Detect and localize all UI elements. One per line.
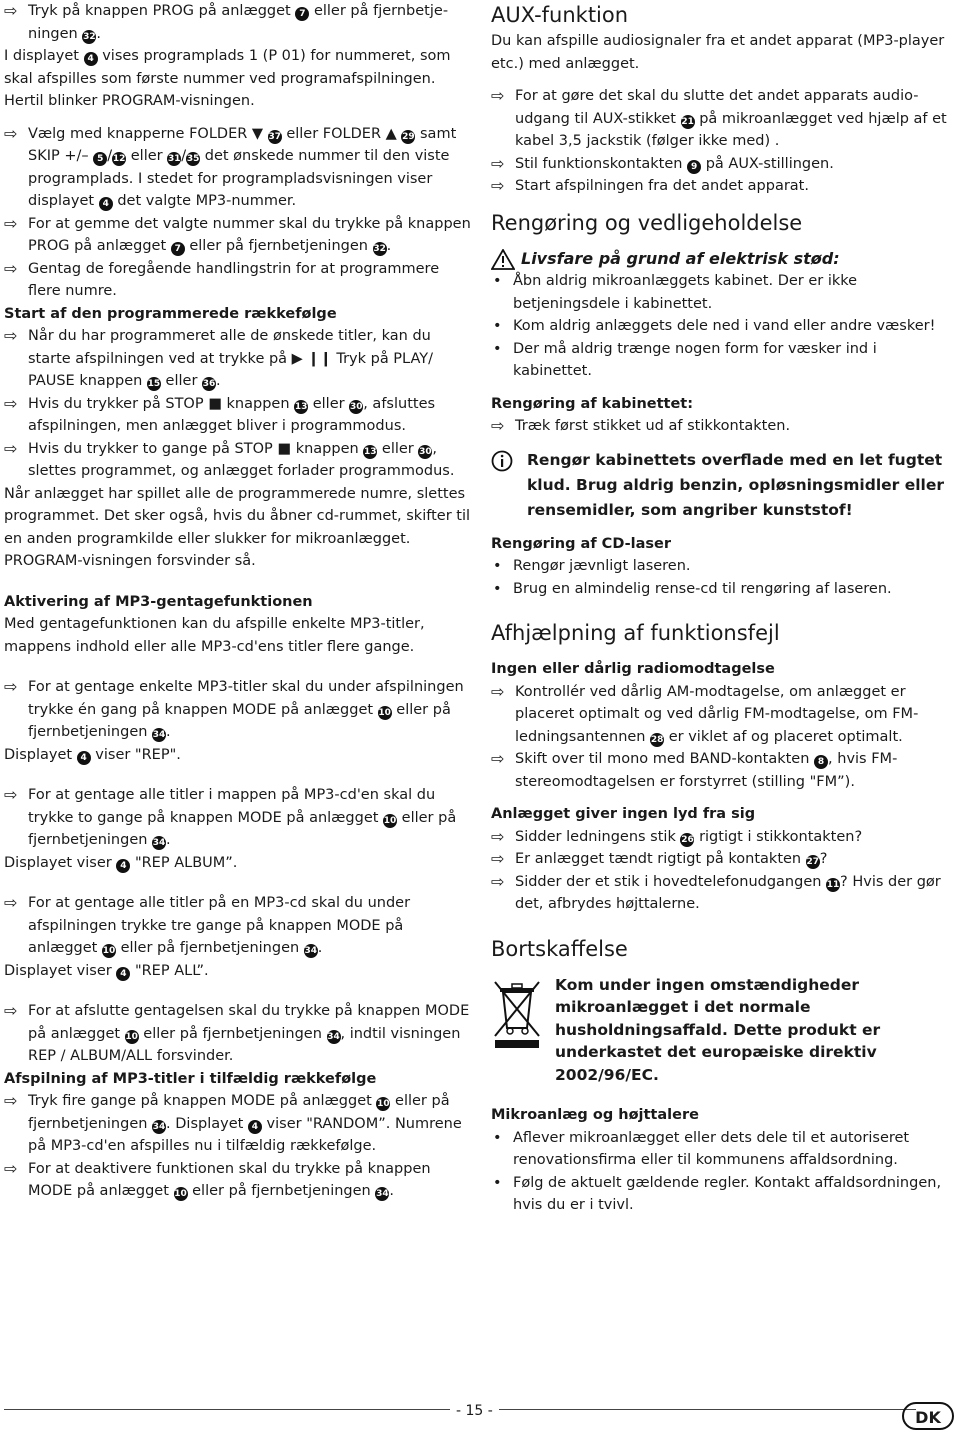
step-repeat-album: ⇨ For at gentage alle titler i mappen på MP3-cd'en skal du trykke to gange på knappen MODE på anlægget 10 eller på fjernbetjeningen 34.	[4, 784, 474, 852]
callout: 28	[650, 734, 664, 745]
warning-electric: Livsfare på grund af elektrisk stød:	[491, 248, 953, 271]
info-icon	[491, 450, 513, 472]
heading-start: Start af den programmerede rækkefølge	[4, 305, 337, 322]
step-repeat: ⇨ Gentag de foregående handlingstrin for at programmere flere numre.	[4, 258, 474, 303]
heading-micro: Mikroanlæg og højttalere	[491, 1107, 699, 1123]
callout: 32	[83, 31, 96, 42]
heading-cd-laser: Rengøring af CD-laser	[491, 535, 672, 552]
bullet-cleaning-cd: • Brug en almindelig rense-cd til rengøring af laseren.	[491, 578, 953, 601]
heading-cabinet: Rengøring af kabinettet:	[491, 395, 694, 412]
left-column	[4, 0, 474, 1203]
step-start: ⇨ Når du har programmeret alle de ønskede titler, kan du starte afspilningen ved at trykke på ▶ ❙❙ Tryk på PLAY/ PAUSE knappen 15 eller 36.	[4, 325, 474, 393]
callout: 36	[202, 379, 216, 389]
bullet-liquid: • Der må aldrig trænge nogen form for væsker ind i kabinettet.	[491, 338, 953, 383]
callout: 10	[378, 707, 391, 718]
heading-aux: AUX-funktion	[491, 3, 629, 27]
note-cleaning: Rengør kabinettets overflade med en let fugtet klud. Brug aldrig benzin, opløsningsmidler eller rensemidler, som angriber kunststof!	[491, 448, 953, 523]
bullet-recycle: • Aflever mikroanlægget eller dets dele til et autoriseret renovationsfirma eller til kommunens affaldsordning.	[491, 1127, 953, 1172]
callout: 34	[327, 1031, 340, 1042]
step-aux-connect: ⇨ For at gøre det skal du slutte det andet apparats audio-udgang til AUX-stikket 21 på mikroanlægget ved hjælp af et kabel 3,5 jackstik (følger ikke med) .	[491, 85, 953, 153]
heading-mp3-repeat: Aktivering af MP3-gentagefunktionen	[4, 593, 313, 610]
callout: 35	[186, 154, 200, 164]
right-column	[491, 0, 953, 1217]
step-antenna: ⇨ Kontrollér ved dårlig AM-modtagelse, om anlægget er placeret optimalt og ved dårlig FM-modtagelse, om FM-ledningsantennen 28 er viklet af og placeret optimalt.	[491, 681, 953, 749]
callout: 34	[376, 1189, 389, 1199]
step-repeat-all: ⇨ For at gentage alle titler på en MP3-cd skal du under afspilningen trykke tre gange på knappen MODE på anlægget 10 eller på fjernbetjeningen 34.	[4, 892, 474, 960]
callout: 34	[152, 1121, 166, 1132]
step-prog: ⇨ Tryk på knappen PROG på anlægget 7 eller på fjernbetje-ningen 32.	[4, 0, 474, 45]
step-repeat-single: ⇨ For at gentage enkelte MP3-titler skal du under afspilningen trykke én gang på knappen MODE på anlægget 10 eller på fjernbetjeningen 34.	[4, 676, 474, 744]
step-select-folder: ⇨ Vælg med knapperne FOLDER ▼ 37 eller FOLDER ▲ 29 samt SKIP +/– 5 /12 eller 31/35 det ønskede nummer til den viste programplads. I stedet for programpladsvisningen viser displayet 4 det valgte MP3-nummer.	[4, 123, 474, 213]
callout: 21	[681, 116, 694, 127]
callout: 13	[364, 446, 377, 457]
step-stop-twice: ⇨ Hvis du trykker to gange på STOP ■ knappen 13 eller 30, slettes programmet, og anlægget forlader programmodus.	[4, 438, 474, 483]
callout: 30	[349, 401, 363, 412]
para-end: Når anlægget har spillet alle de programmerede numre, slettes programmet. Det sker også, hvis du åbner cd-rummet, skifter til en anden programkilde eller slukker for mikroanlægget. PROGRAM-visningen forsvinder så.	[4, 485, 471, 569]
step-headphone: ⇨ Sidder der et stik i hovedtelefonudgangen 11? Hvis der gør det, afbrydes højttalerne.	[491, 871, 953, 916]
callout: 7	[295, 7, 309, 21]
callout: 7	[171, 242, 185, 256]
callout: 4	[116, 967, 130, 981]
step-stop: ⇨ Hvis du trykker på STOP ■ knappen 13 eller 30, afsluttes afspilningen, men anlægget bliver i programmodus.	[4, 393, 474, 438]
para-mp3-intro: Med gentagefunktionen kan du afspille enkelte MP3-titler, mappens indhold eller alle MP3-cd'ens titler flere gange.	[4, 616, 425, 655]
callout: 10	[383, 815, 397, 826]
display-rep-all: Displayet viser 4 "REP ALL”.	[4, 962, 209, 979]
callout: 11	[826, 879, 840, 890]
display-rep: Displayet 4 viser "REP".	[4, 746, 181, 763]
heading-disposal: Bortskaffelse	[491, 936, 628, 961]
callout: 15	[147, 379, 161, 389]
callout: 4	[116, 859, 130, 873]
bullet-laser-clean: • Rengør jævnligt laseren.	[491, 555, 953, 578]
callout: 10	[174, 1189, 187, 1199]
callout: 32	[373, 244, 386, 254]
crossed-bin-icon	[491, 978, 543, 1050]
callout: 12	[112, 154, 126, 164]
warning-icon	[491, 249, 515, 270]
callout: 26	[681, 834, 694, 845]
step-unplug: ⇨ Træk først stikket ud af stikkontakten.	[491, 415, 953, 438]
callout: 34	[152, 730, 166, 740]
step-random: ⇨ Tryk fire gange på knappen MODE på anlægget 10 eller på fjernbetjeningen 34. Displayet 4 viser "RANDOM”. Numrene på MP3-cd'en afspilles nu i tilfældig rækkefølge.	[4, 1090, 474, 1158]
callout: 10	[102, 946, 116, 956]
bullet-rules: • Følg de aktuelt gældende regler. Kontakt affaldsordningen, hvis du er i tvivl.	[491, 1172, 953, 1217]
callout: 13	[294, 401, 308, 412]
callout: 4	[77, 751, 91, 765]
callout: 31	[167, 154, 181, 164]
bullet-open: • Åbn aldrig mikroanlæggets kabinet. Der er ikke betjeningsdele i kabinettet.	[491, 270, 953, 315]
callout: 27	[806, 857, 819, 867]
para-display: I displayet 4 vises programplads 1 (P 01) for nummeret, som skal afspilles som første nummer ved programafspilningen. Hertil blinker PROGRAM-visningen.	[4, 48, 451, 109]
step-plug: ⇨ Sidder ledningens stik 26 rigtigt i stikkontakten?	[491, 826, 953, 849]
heading-no-sound: Anlægget giver ingen lyd fra sig	[491, 806, 756, 822]
callout: 34	[304, 946, 318, 956]
heading-radio: Ingen eller dårlig radiomodtagelse	[491, 661, 775, 677]
callout: 5	[93, 152, 107, 166]
callout: 30	[419, 446, 432, 457]
heading-cleaning: Rengøring og vedligeholdelse	[491, 210, 803, 235]
callout: 34	[152, 838, 166, 848]
step-save: ⇨ For at gemme det valgte nummer skal du trykke på knappen PROG på anlægget 7 eller på fjernbetjeningen 32.	[4, 213, 474, 258]
para-aux-intro: Du kan afspille audiosignaler fra et andet apparat (MP3-player etc.) med anlægget.	[491, 33, 945, 72]
step-end-repeat: ⇨ For at afslutte gentagelsen skal du trykke på knappen MODE på anlægget 10 eller på fjernbetjeningen 34, indtil visningen REP / ALBUM/ALL forsvinder.	[4, 1000, 474, 1068]
heading-random: Afspilning af MP3-titler i tilfældig rækkefølge	[4, 1070, 377, 1087]
callout: 37	[268, 131, 281, 142]
step-random-off: ⇨ For at deaktivere funktionen skal du trykke på knappen MODE på anlægget 10 eller på fjernbetjeningen 34.	[4, 1158, 474, 1203]
step-mono: ⇨ Skift over til mono med BAND-kontakten 8 , hvis FM-stereomodtagelsen er forstyrret (stilling "FM”).	[491, 748, 953, 793]
callout: 9	[687, 160, 701, 174]
step-aux-switch: ⇨ Stil funktionskontakten 9 på AUX-stillingen.	[491, 153, 953, 176]
page-number: - 15 -	[450, 1400, 499, 1423]
display-rep-album: Displayet viser 4 "REP ALBUM”.	[4, 854, 238, 871]
bullet-water: • Kom aldrig anlæggets dele ned i vand eller andre væsker!	[491, 315, 953, 338]
callout: 4	[248, 1120, 262, 1134]
callout: 4	[84, 52, 98, 66]
language-badge: DK	[902, 1402, 954, 1430]
callout: 10	[377, 1099, 390, 1109]
step-aux-play: ⇨ Start afspilningen fra det andet apparat.	[491, 175, 953, 198]
heading-faults: Afhjælpning af funktionsfejl	[491, 621, 780, 645]
step-power: ⇨ Er anlægget tændt rigtigt på kontakten 27?	[491, 848, 953, 871]
callout: 8	[814, 755, 828, 769]
disposal-note: Kom under ingen omstændigheder mikroanlægget i det normale husholdningsaffald. Dette produkt er underkastet det europæiske direktiv 2002/96/EC.	[491, 974, 953, 1087]
callout: 10	[125, 1031, 138, 1042]
callout: 29	[402, 131, 415, 142]
callout: 4	[99, 197, 113, 211]
